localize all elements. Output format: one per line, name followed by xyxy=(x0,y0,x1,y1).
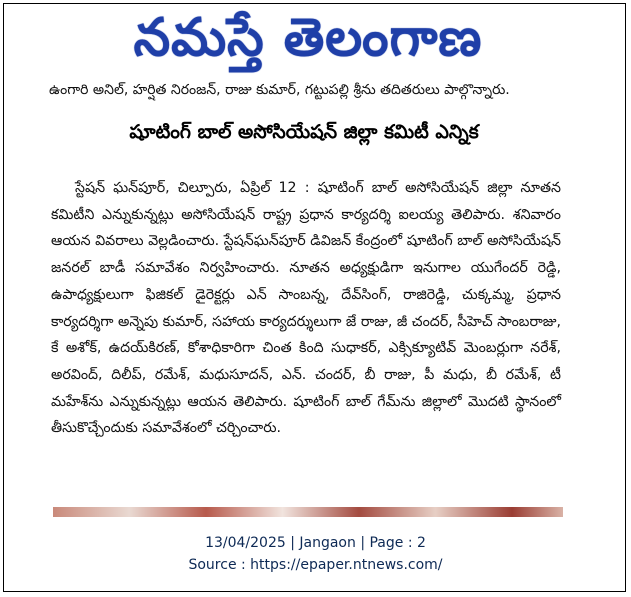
previous-article-cut-line: ఉంగారి అనిల్, హర్షిత నిరంజన్, రాజు కుమార్, గట్టుపల్లి శ్రీను తదితరులు పాల్గొన్నారు. xyxy=(49,82,510,98)
article-paragraph: స్టేషన్ ఘన్‌పూర్, చిల్పూరు, ఏప్రిల్ 12 : షూటింగ్ బాల్ అసోసియేషన్ జిల్లా నూతన కమిటీని ఎన్నుకున్నట్లు అసోసియేషన్ రాష్ట్ర ప్రధాన కార్యదర్శి ఐలయ్య తెలిపారు. శనివారం ఆయన వివరాలు వెల్లడించారు. స్టేషన్‌ఘన్‌పూర్ డివిజన్ కేంద్రంలో షూటింగ్ బాల్ అసోసియేషన్ జనరల్ బాడీ సమావేశం నిర్వహించారు. నూతన అధ్యక్షుడిగా ఇనుగాల యుగేందర్ రెడ్డి, ఉపాధ్యక్షులుగా ఫిజికల్ డైరెక్టర్లు ఎన్ సాంబన్న, దేవ్‌సింగ్, రాజిరెడ్డి, చుక్కమ్మ, ప్రధాన కార్యదర్శిగా అన్నెపు కుమార్, సహాయ కార్యదర్శులుగా జే రాజు, జీ చందర్, సీహెచ్ సాంబరాజు, కే అశోక్, ఉదయ్‌కిరణ్, కోశాధికారిగా చింత కింది సుధాకర్, ఎక్సిక్యూటివ్ మెంబర్లుగా నరేశ్, అరవింద్, దిలీప్, రమేశ్, మధుసూదన్, ఎన్. చందర్, బీ రాజు, పీ మధు, బీ రమేశ్, టీ మహేశ్‌ను ఎన్నుకున్నట్లు ఆయన తెలిపారు. షూటింగ్ బాల్ గేమ్‌ను జిల్లాలో మొదటి స్థానంలో తీసుకొచ్చేందుకు సమావేశంలో చర్చించారు. xyxy=(51,180,561,437)
footer-date-edition: 13/04/2025 | Jangaon | Page : 2 xyxy=(205,535,426,551)
article-body xyxy=(51,175,561,442)
newspaper-masthead xyxy=(108,5,508,83)
footer-source: Source : https://epaper.ntnews.com/ xyxy=(188,557,443,573)
masthead-title: నమస్తే తెలంగాణ xyxy=(133,7,483,68)
photo-fragment xyxy=(53,507,563,517)
article-clipping xyxy=(43,82,565,515)
article-headline: షూటింగ్ బాల్ అసోసియేషన్ జిల్లా కమిటీ ఎన్నిక xyxy=(129,121,479,143)
